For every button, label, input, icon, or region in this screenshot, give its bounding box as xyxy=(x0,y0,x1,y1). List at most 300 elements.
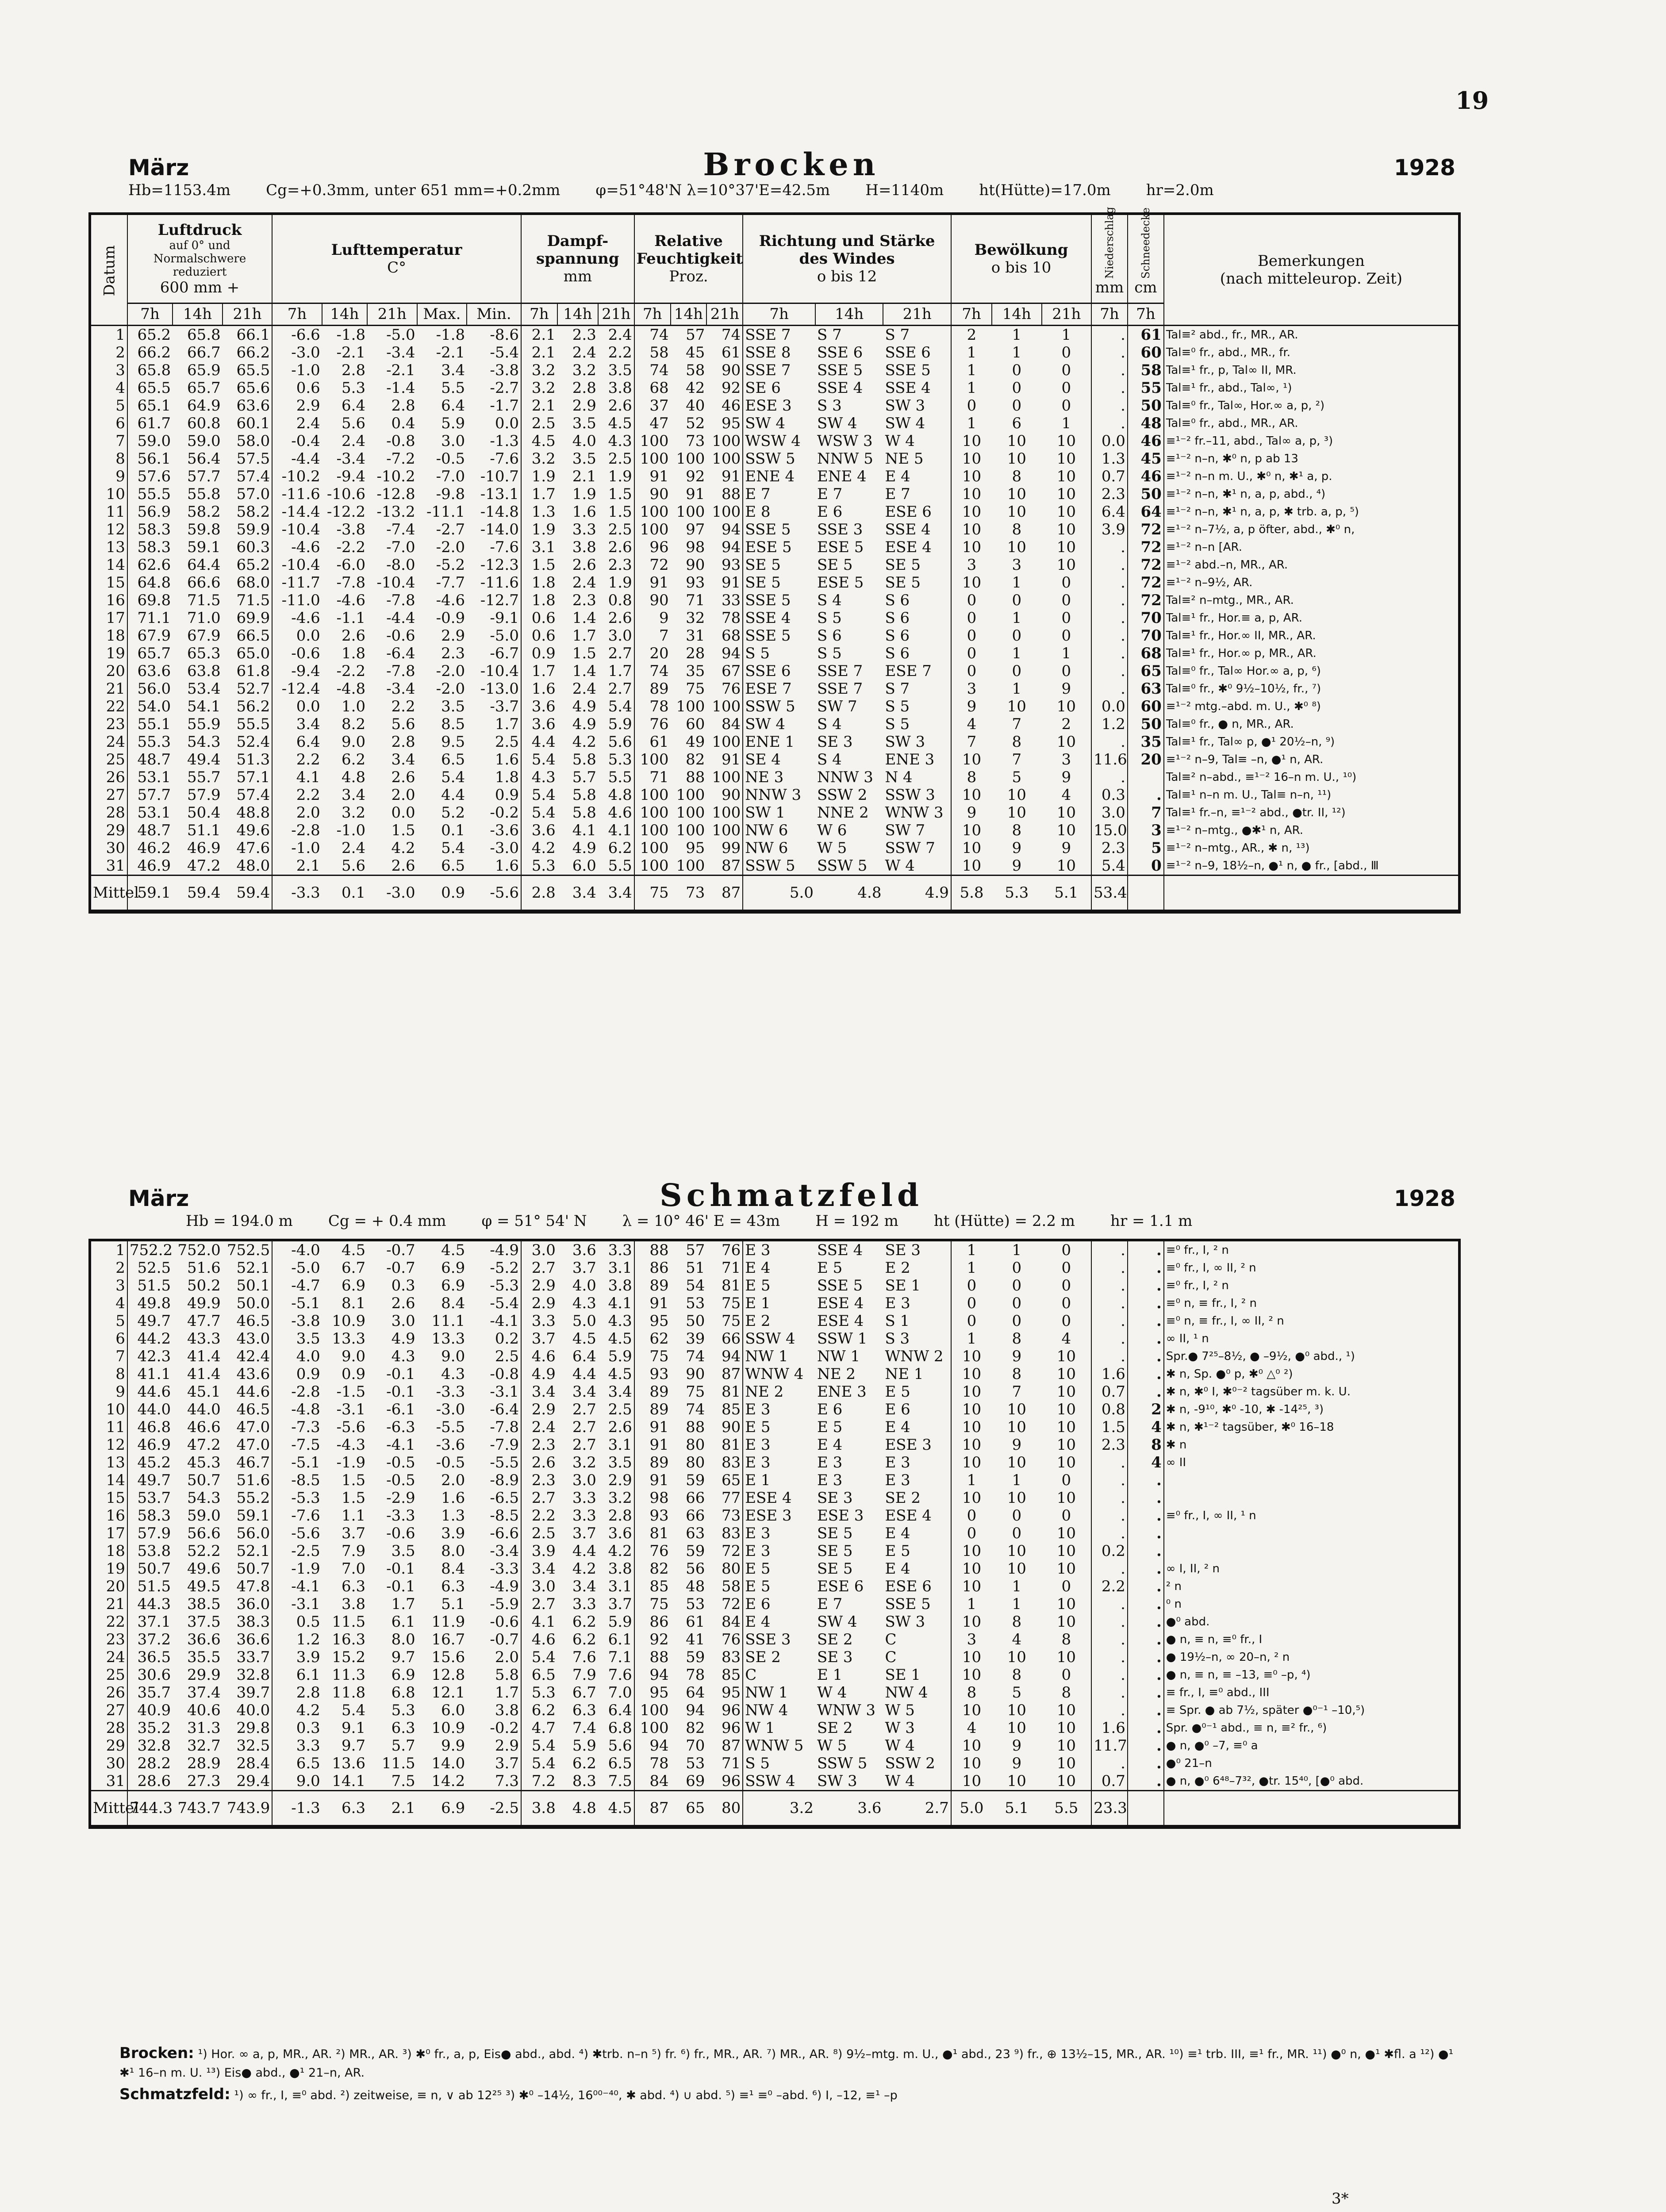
pressure-value: 57.9 xyxy=(187,786,221,804)
snow-value: 68 xyxy=(1128,645,1164,662)
temperature-value: 2.8 xyxy=(272,1684,322,1701)
temperature-value: 1.8 xyxy=(342,645,366,662)
wind-value: E 6 xyxy=(743,1595,815,1613)
temperature-value: -5.2 xyxy=(436,556,465,574)
temperature-value: 2.1 xyxy=(272,857,322,876)
wind-value: ESE 4 xyxy=(885,538,932,556)
humidity-value: 95 xyxy=(686,839,705,857)
vapor-value: 6.7 xyxy=(572,1684,596,1701)
vapor-value: 6.8 xyxy=(608,1719,632,1737)
vapor-value: 2.9 xyxy=(608,1471,632,1489)
brocken-footnote-text: ¹) Hor. ∞ a, p, MR., AR. ²) MR., AR. ³) ✱⁰ fr., a, p, Eis● abd., abd. ⁴) ✱trb. n–n ⁵) fr. ⁶) fr., MR., AR. ⁷) MR., AR. ⁸) 9½–mtg. m. U., ●¹ abd., 23 ⁹) fr., ⊕ 13½–15, MR., AR. ¹⁰) ≡¹ trb. III, ≡¹ fr., MR. ¹¹) ●⁰ n, ●¹ ✱fl. a ¹²) ●¹ ✱¹ 16–n m. U. ¹³) Eis● abd., ●¹ 21–n, AR. xyxy=(119,2047,1454,2080)
wind-value: S 4 xyxy=(817,715,842,733)
cloud-value: 9 xyxy=(951,698,992,715)
wind-value: SE 3 xyxy=(817,733,853,751)
precip-value: . xyxy=(1091,361,1128,379)
day-number: 14 xyxy=(106,556,125,574)
vapor-value: 5.7 xyxy=(572,768,596,786)
pressure-value: 42.3 xyxy=(127,1348,173,1365)
temperature-value: -3.8 xyxy=(336,521,366,538)
cloud-value: 10 xyxy=(951,1436,992,1454)
cloud-value: 10 xyxy=(1007,786,1026,804)
table-row xyxy=(91,1737,1458,1755)
pressure-value: 55.9 xyxy=(187,715,221,733)
vapor-value: 4.5 xyxy=(608,1365,632,1383)
vapor-value: 4.0 xyxy=(572,432,596,450)
table-row xyxy=(91,1418,1458,1436)
cloud-value: 9 xyxy=(1012,839,1022,857)
temperature-value: -4.6 xyxy=(272,609,322,627)
humidity-value: 63 xyxy=(686,1525,705,1542)
temperature-value: 0.9 xyxy=(342,1365,366,1383)
vapor-value: 2.1 xyxy=(572,468,596,485)
cloud-value: 9 xyxy=(951,804,992,822)
station-param: Cg = + 0.4 mm xyxy=(328,1212,446,1230)
mittel-vapor: 2.8 xyxy=(521,876,557,910)
humidity-value: 75 xyxy=(722,1294,741,1312)
vapor-value: 4.9 xyxy=(572,715,596,733)
pressure-value: 57.4 xyxy=(236,786,270,804)
wind-value: SSW 1 xyxy=(817,1330,868,1348)
temperature-value: -1.0 xyxy=(336,822,366,839)
wind-value: ESE 4 xyxy=(817,1312,864,1330)
snow-value: 70 xyxy=(1128,627,1164,645)
mittel-wind: 3.6 xyxy=(857,1799,882,1817)
table-row xyxy=(91,839,1458,857)
precip-value: . xyxy=(1091,379,1128,397)
cloud-value: 10 xyxy=(1056,556,1076,574)
cloud-value: 3 xyxy=(951,680,992,698)
remark-text: ≡ fr., I, ≡⁰ abd., III xyxy=(1164,1684,1458,1701)
temperature-value: 2.0 xyxy=(391,786,415,804)
cloud-value: 10 xyxy=(951,432,992,450)
snow-value: . xyxy=(1128,1489,1164,1507)
remark-text: Tal≡¹ fr.–n, ≡¹⁻² abd., ●tr. II, ¹²) xyxy=(1164,804,1458,822)
vapor-value: 3.8 xyxy=(608,1560,632,1578)
cloud-value: 8 xyxy=(1012,521,1022,538)
remark-text: ≡⁰ fr., I, ∞ II, ¹ n xyxy=(1164,1507,1458,1525)
table-row xyxy=(91,450,1458,468)
humidity-value: 73 xyxy=(722,1507,741,1525)
temperature-value: -1.9 xyxy=(336,1454,366,1471)
vapor-value: 2.4 xyxy=(572,574,596,591)
pressure-value: 53.8 xyxy=(127,1542,173,1560)
humidity-value: 95 xyxy=(634,1684,671,1701)
remark-text: ≡⁰ fr., I, ² n xyxy=(1164,1277,1458,1294)
pressure-value: 65.6 xyxy=(236,379,270,397)
humidity-value: 57 xyxy=(686,326,705,344)
vapor-value: 4.5 xyxy=(572,1330,596,1348)
temperature-value: 6.8 xyxy=(391,1684,415,1701)
snow-value: . xyxy=(1128,1755,1164,1772)
wind-value: E 7 xyxy=(817,485,843,503)
subheader-min: Min. xyxy=(467,303,521,325)
vapor-value: 2.6 xyxy=(572,556,596,574)
day-number: 29 xyxy=(106,822,125,839)
humidity-value: 100 xyxy=(634,786,671,804)
pressure-value: 55.5 xyxy=(236,715,270,733)
day-number: 20 xyxy=(106,1578,125,1595)
precip-value: . xyxy=(1091,1241,1128,1259)
cloud-value: 10 xyxy=(951,503,992,521)
humidity-value: 100 xyxy=(712,804,741,822)
col-nieder xyxy=(1091,207,1128,303)
wind-value: S 3 xyxy=(817,397,842,415)
wind-value: E 5 xyxy=(885,1542,910,1560)
pressure-value: 63.6 xyxy=(236,397,270,415)
cloud-value: 10 xyxy=(1007,1701,1026,1719)
temperature-value: 1.0 xyxy=(342,698,366,715)
pressure-value: 49.6 xyxy=(236,822,270,839)
remark-text: Tal≡⁰ fr., ✱⁰ 9½–10½, fr., ⁷) xyxy=(1164,680,1458,698)
vapor-value: 0.6 xyxy=(521,609,557,627)
temperature-value: 2.2 xyxy=(391,698,415,715)
table-row xyxy=(91,1578,1458,1595)
snow-value: . xyxy=(1128,1613,1164,1631)
precip-value: 1.6 xyxy=(1091,1365,1128,1383)
wind-value: S 4 xyxy=(817,591,842,609)
wind-value: E 6 xyxy=(885,1401,910,1418)
humidity-value: 75 xyxy=(634,1595,671,1613)
wind-value: SSE 5 xyxy=(743,627,815,645)
vapor-value: 3.0 xyxy=(572,1471,596,1489)
humidity-value: 41 xyxy=(686,1631,705,1648)
cloud-value: 1 xyxy=(951,1595,992,1613)
vapor-value: 3.8 xyxy=(608,1277,632,1294)
pressure-value: 752.5 xyxy=(226,1241,270,1259)
precip-value: 6.4 xyxy=(1091,503,1128,521)
precip-value: . xyxy=(1091,1701,1128,1719)
vapor-value: 3.6 xyxy=(521,822,557,839)
temperature-value: 0.2 xyxy=(495,1330,519,1348)
temperature-value: 5.1 xyxy=(441,1595,465,1613)
temperature-value: 0.0 xyxy=(272,698,322,715)
cloud-value: 0 xyxy=(1012,627,1022,645)
vapor-value: 4.3 xyxy=(608,432,632,450)
cloud-value: 8 xyxy=(1061,1684,1071,1701)
cloud-value: 10 xyxy=(1056,698,1076,715)
schmatzfeld-station-name: Schmatzfeld xyxy=(660,1177,923,1214)
schmatzfeld-year: 1928 xyxy=(1393,1186,1455,1211)
day-number: 19 xyxy=(106,1560,125,1578)
day-number: 9 xyxy=(115,468,125,485)
wind-value: SE 5 xyxy=(817,1560,853,1578)
mittel-cloud: 5.5 xyxy=(1054,1799,1079,1817)
pressure-value: 46.2 xyxy=(127,839,173,857)
wind-value: E 4 xyxy=(885,1560,910,1578)
temperature-value: 1.6 xyxy=(495,857,519,875)
temperature-value: -0.1 xyxy=(386,1578,415,1595)
vapor-value: 2.1 xyxy=(521,397,557,415)
humidity-value: 93 xyxy=(722,556,741,574)
cloud-value: 8 xyxy=(1012,468,1022,485)
cloud-value: 1 xyxy=(951,415,992,432)
pressure-value: 44.2 xyxy=(127,1330,173,1348)
wind-value: SSE 4 xyxy=(817,379,863,397)
cloud-value: 5 xyxy=(1012,768,1022,786)
vapor-value: 7.6 xyxy=(608,1666,632,1684)
remark-text: ≡¹⁻² n–9, 18½–n, ●¹ n, ● fr., [abd., Ⅲ xyxy=(1164,857,1458,876)
temperature-value: 0.0 xyxy=(391,804,415,822)
temperature-value: 3.3 xyxy=(272,1737,322,1755)
snow-value: . xyxy=(1128,1648,1164,1666)
day-number: 13 xyxy=(106,538,125,556)
temperature-value: -7.6 xyxy=(272,1507,322,1525)
wind-value: NE 1 xyxy=(885,1365,924,1383)
temperature-value: 3.9 xyxy=(441,1525,465,1542)
snow-value: 63 xyxy=(1128,680,1164,698)
pressure-value: 60.3 xyxy=(236,538,270,556)
pressure-value: 69.9 xyxy=(236,609,270,627)
pressure-value: 28.6 xyxy=(127,1772,173,1791)
cloud-value: 0 xyxy=(951,645,992,662)
mittel-snow-empty xyxy=(1128,876,1164,910)
wind-value: NW 1 xyxy=(817,1348,860,1365)
vapor-value: 4.7 xyxy=(521,1719,557,1737)
cloud-value: 10 xyxy=(1056,1436,1076,1454)
temperature-value: 9.9 xyxy=(441,1737,465,1755)
pressure-value: 71.5 xyxy=(187,591,221,609)
vapor-value: 3.3 xyxy=(572,1595,596,1613)
temperature-value: 8.0 xyxy=(441,1542,465,1560)
cloud-value: 10 xyxy=(1056,1348,1076,1365)
wind-value: SSE 5 xyxy=(885,1595,931,1613)
pressure-value: 65.0 xyxy=(236,645,270,662)
temperature-value: -8.9 xyxy=(490,1471,519,1489)
vapor-value: 5.3 xyxy=(608,751,632,768)
cloud-value: 8 xyxy=(1012,1365,1022,1383)
pressure-value: 50.1 xyxy=(236,1277,270,1294)
snow-value: 50 xyxy=(1128,715,1164,733)
humidity-value: 90 xyxy=(686,1365,705,1383)
day-number: 21 xyxy=(106,680,125,698)
pressure-value: 58.3 xyxy=(127,538,173,556)
wind-value: S 5 xyxy=(817,609,842,627)
wind-value: NE 3 xyxy=(743,768,815,786)
mittel-wind: 4.9 xyxy=(925,884,949,902)
cloud-value: 1 xyxy=(1061,645,1071,662)
temperature-value: 5.9 xyxy=(441,415,465,432)
pressure-value: 57.5 xyxy=(236,450,270,468)
vapor-value: 3.5 xyxy=(608,361,632,379)
vapor-value: 4.5 xyxy=(608,415,632,432)
wind-value: E 3 xyxy=(817,1454,843,1471)
day-number: 31 xyxy=(106,1772,125,1790)
pressure-value: 52.5 xyxy=(127,1259,173,1277)
humidity-value: 100 xyxy=(712,822,741,839)
temperature-value: -1.0 xyxy=(272,839,322,857)
precip-value: . xyxy=(1091,326,1128,344)
station-param: ht (Hütte) = 2.2 m xyxy=(933,1212,1075,1230)
remark-text: ≡¹⁻² n–n, ✱⁰ n, p ab 13 xyxy=(1164,450,1458,468)
temperature-value: 9.7 xyxy=(391,1648,415,1666)
vapor-value: 1.9 xyxy=(521,521,557,538)
cloud-value: 10 xyxy=(1007,1560,1026,1578)
vapor-value: 6.2 xyxy=(572,1613,596,1631)
vapor-value: 3.0 xyxy=(608,627,632,645)
pressure-value: 66.1 xyxy=(236,326,270,344)
wind-value: E 4 xyxy=(743,1613,815,1631)
precip-value: 0.7 xyxy=(1091,1383,1128,1401)
cloud-value: 0 xyxy=(1012,1507,1022,1525)
vapor-value: 2.4 xyxy=(572,344,596,361)
day-number: 8 xyxy=(115,450,125,468)
precip-value: 0.0 xyxy=(1091,432,1128,450)
wind-value: SSE 7 xyxy=(817,662,863,680)
snow-value: . xyxy=(1128,1348,1164,1365)
cloud-value: 10 xyxy=(1056,1365,1076,1383)
vapor-value: 1.7 xyxy=(608,662,632,680)
temperature-value: 7.0 xyxy=(342,1560,366,1578)
vapor-value: 6.2 xyxy=(572,1631,596,1648)
col-wind xyxy=(743,215,951,303)
humidity-value: 98 xyxy=(634,1489,671,1507)
wind-value: ESE 7 xyxy=(885,662,932,680)
temperature-value: 3.8 xyxy=(495,1701,519,1719)
wind-value: NNW 3 xyxy=(817,768,873,786)
temperature-value: -0.8 xyxy=(490,1365,519,1383)
day-number: 17 xyxy=(106,1525,125,1542)
subheader-h14: 14h xyxy=(815,303,883,325)
humidity-value: 62 xyxy=(634,1330,671,1348)
pressure-value: 58.3 xyxy=(127,1507,173,1525)
mittel-temperature: -2.5 xyxy=(490,1799,519,1817)
remark-text xyxy=(1164,1471,1458,1489)
pressure-value: 46.8 xyxy=(127,1418,173,1436)
subheader-h21: 21h xyxy=(706,303,743,325)
temperature-value: -6.1 xyxy=(386,1401,415,1418)
day-number: 4 xyxy=(115,379,125,397)
temperature-value: 9.5 xyxy=(441,733,465,751)
vapor-value: 2.3 xyxy=(572,326,596,344)
station-param: Hb = 194.0 m xyxy=(186,1212,293,1230)
cloud-value: 10 xyxy=(1056,1454,1076,1471)
precip-value: . xyxy=(1091,591,1128,609)
wind-value: SE 5 xyxy=(817,1542,853,1560)
snow-value: . xyxy=(1128,1578,1164,1595)
cloud-value: 10 xyxy=(951,786,992,804)
pressure-value: 53.1 xyxy=(127,804,173,822)
wind-value: WNW 3 xyxy=(817,1701,876,1719)
snow-value: . xyxy=(1128,1507,1164,1525)
wind-value: S 5 xyxy=(885,715,910,733)
humidity-value: 61 xyxy=(634,733,671,751)
wind-value: E 5 xyxy=(743,1578,815,1595)
temperature-value: -14.0 xyxy=(480,521,519,538)
temperature-value: -10.4 xyxy=(480,662,519,680)
snow-value xyxy=(1128,768,1164,786)
mittel-row xyxy=(91,1791,1458,1826)
mittel-pressure: 743.7 xyxy=(177,1799,221,1817)
vapor-value: 4.4 xyxy=(572,1542,596,1560)
precip-value: . xyxy=(1091,1312,1128,1330)
subheader-h7: 7h xyxy=(272,303,322,325)
temperature-value: -5.3 xyxy=(490,1277,519,1294)
table-row xyxy=(91,1755,1458,1772)
bemerkungen-label: Bemerkungen xyxy=(1257,252,1365,270)
humidity-value: 96 xyxy=(722,1701,741,1719)
temperature-value: -6.4 xyxy=(386,645,415,662)
vapor-value: 0.8 xyxy=(608,591,632,609)
humidity-value: 85 xyxy=(634,1578,671,1595)
temperature-value: -0.1 xyxy=(386,1560,415,1578)
vapor-value: 2.7 xyxy=(572,1436,596,1454)
humidity-value: 89 xyxy=(634,1454,671,1471)
wind-value: SSE 5 xyxy=(817,361,863,379)
precip-value: . xyxy=(1091,1507,1128,1525)
temperature-value: -4.3 xyxy=(336,1436,366,1454)
pressure-value: 65.8 xyxy=(127,361,173,379)
snow-value: . xyxy=(1128,1330,1164,1348)
vapor-value: 1.9 xyxy=(572,485,596,503)
cloud-value: 10 xyxy=(1007,1418,1026,1436)
pressure-value: 59.1 xyxy=(187,538,221,556)
table-row xyxy=(91,1719,1458,1737)
day-number: 28 xyxy=(106,1719,125,1737)
wind-value: ENE 4 xyxy=(743,468,815,485)
pressure-value: 57.7 xyxy=(127,786,173,804)
humidity-value: 76 xyxy=(722,680,741,698)
wind-value: SSE 7 xyxy=(817,680,863,698)
remark-text: ✱ n, -9¹⁰, ✱⁰ -10, ✱ -14²⁵, ³) xyxy=(1164,1401,1458,1418)
vapor-value: 6.5 xyxy=(521,1666,557,1684)
temperature-value: -7.4 xyxy=(386,521,415,538)
bewoelkung-label: Bewölkung xyxy=(974,241,1068,259)
precip-value: . xyxy=(1091,1684,1128,1701)
temperature-value: -2.8 xyxy=(272,822,322,839)
wind-value: ESE 6 xyxy=(885,503,932,521)
remark-text: ≡¹⁻² n–9, Tal≡ –n, ●¹ n, AR. xyxy=(1164,751,1458,768)
humidity-value: 94 xyxy=(686,1701,705,1719)
subheader-h21: 21h xyxy=(598,303,634,325)
cloud-value: 3 xyxy=(1061,751,1071,768)
pressure-value: 64.4 xyxy=(187,556,221,574)
temperature-value: -0.7 xyxy=(490,1631,519,1648)
wind-value: SE 2 xyxy=(885,1489,921,1507)
day-number: 17 xyxy=(106,609,125,627)
day-number: 24 xyxy=(106,733,125,751)
pressure-value: 31.3 xyxy=(187,1719,221,1737)
wind-value: S 6 xyxy=(885,627,910,645)
vapor-value: 4.1 xyxy=(572,822,596,839)
humidity-value: 68 xyxy=(722,627,741,645)
subheader-h21: 21h xyxy=(223,303,273,325)
wind-value: NNW 5 xyxy=(817,450,873,468)
precip-value: 15.0 xyxy=(1091,822,1128,839)
wind-value: SE 4 xyxy=(743,751,815,768)
wind-value: E 4 xyxy=(817,1436,843,1454)
precip-value: 5.4 xyxy=(1091,857,1128,876)
wind-value: SW 3 xyxy=(817,1772,857,1790)
day-number: 19 xyxy=(106,645,125,662)
wind-value: SSE 5 xyxy=(743,591,815,609)
precip-value: . xyxy=(1091,1471,1128,1489)
pressure-value: 37.5 xyxy=(187,1613,221,1631)
humidity-value: 75 xyxy=(686,1383,705,1401)
cloud-value: 0 xyxy=(1012,1312,1022,1330)
pressure-value: 59.0 xyxy=(187,1507,221,1525)
wind-value: SE 1 xyxy=(885,1277,921,1294)
mittel-temperature: 6.9 xyxy=(441,1799,465,1817)
table-row xyxy=(91,1525,1458,1542)
humidity-value: 89 xyxy=(634,1277,671,1294)
humidity-value: 53 xyxy=(686,1595,705,1613)
humidity-value: 91 xyxy=(634,1294,671,1312)
brocken-footnote-label: Brocken: xyxy=(119,2044,194,2062)
luftdruck-label: Luftdruck xyxy=(157,221,242,239)
temperature-value: 11.5 xyxy=(381,1755,415,1772)
mittel-wind: 2.7 xyxy=(925,1799,949,1817)
